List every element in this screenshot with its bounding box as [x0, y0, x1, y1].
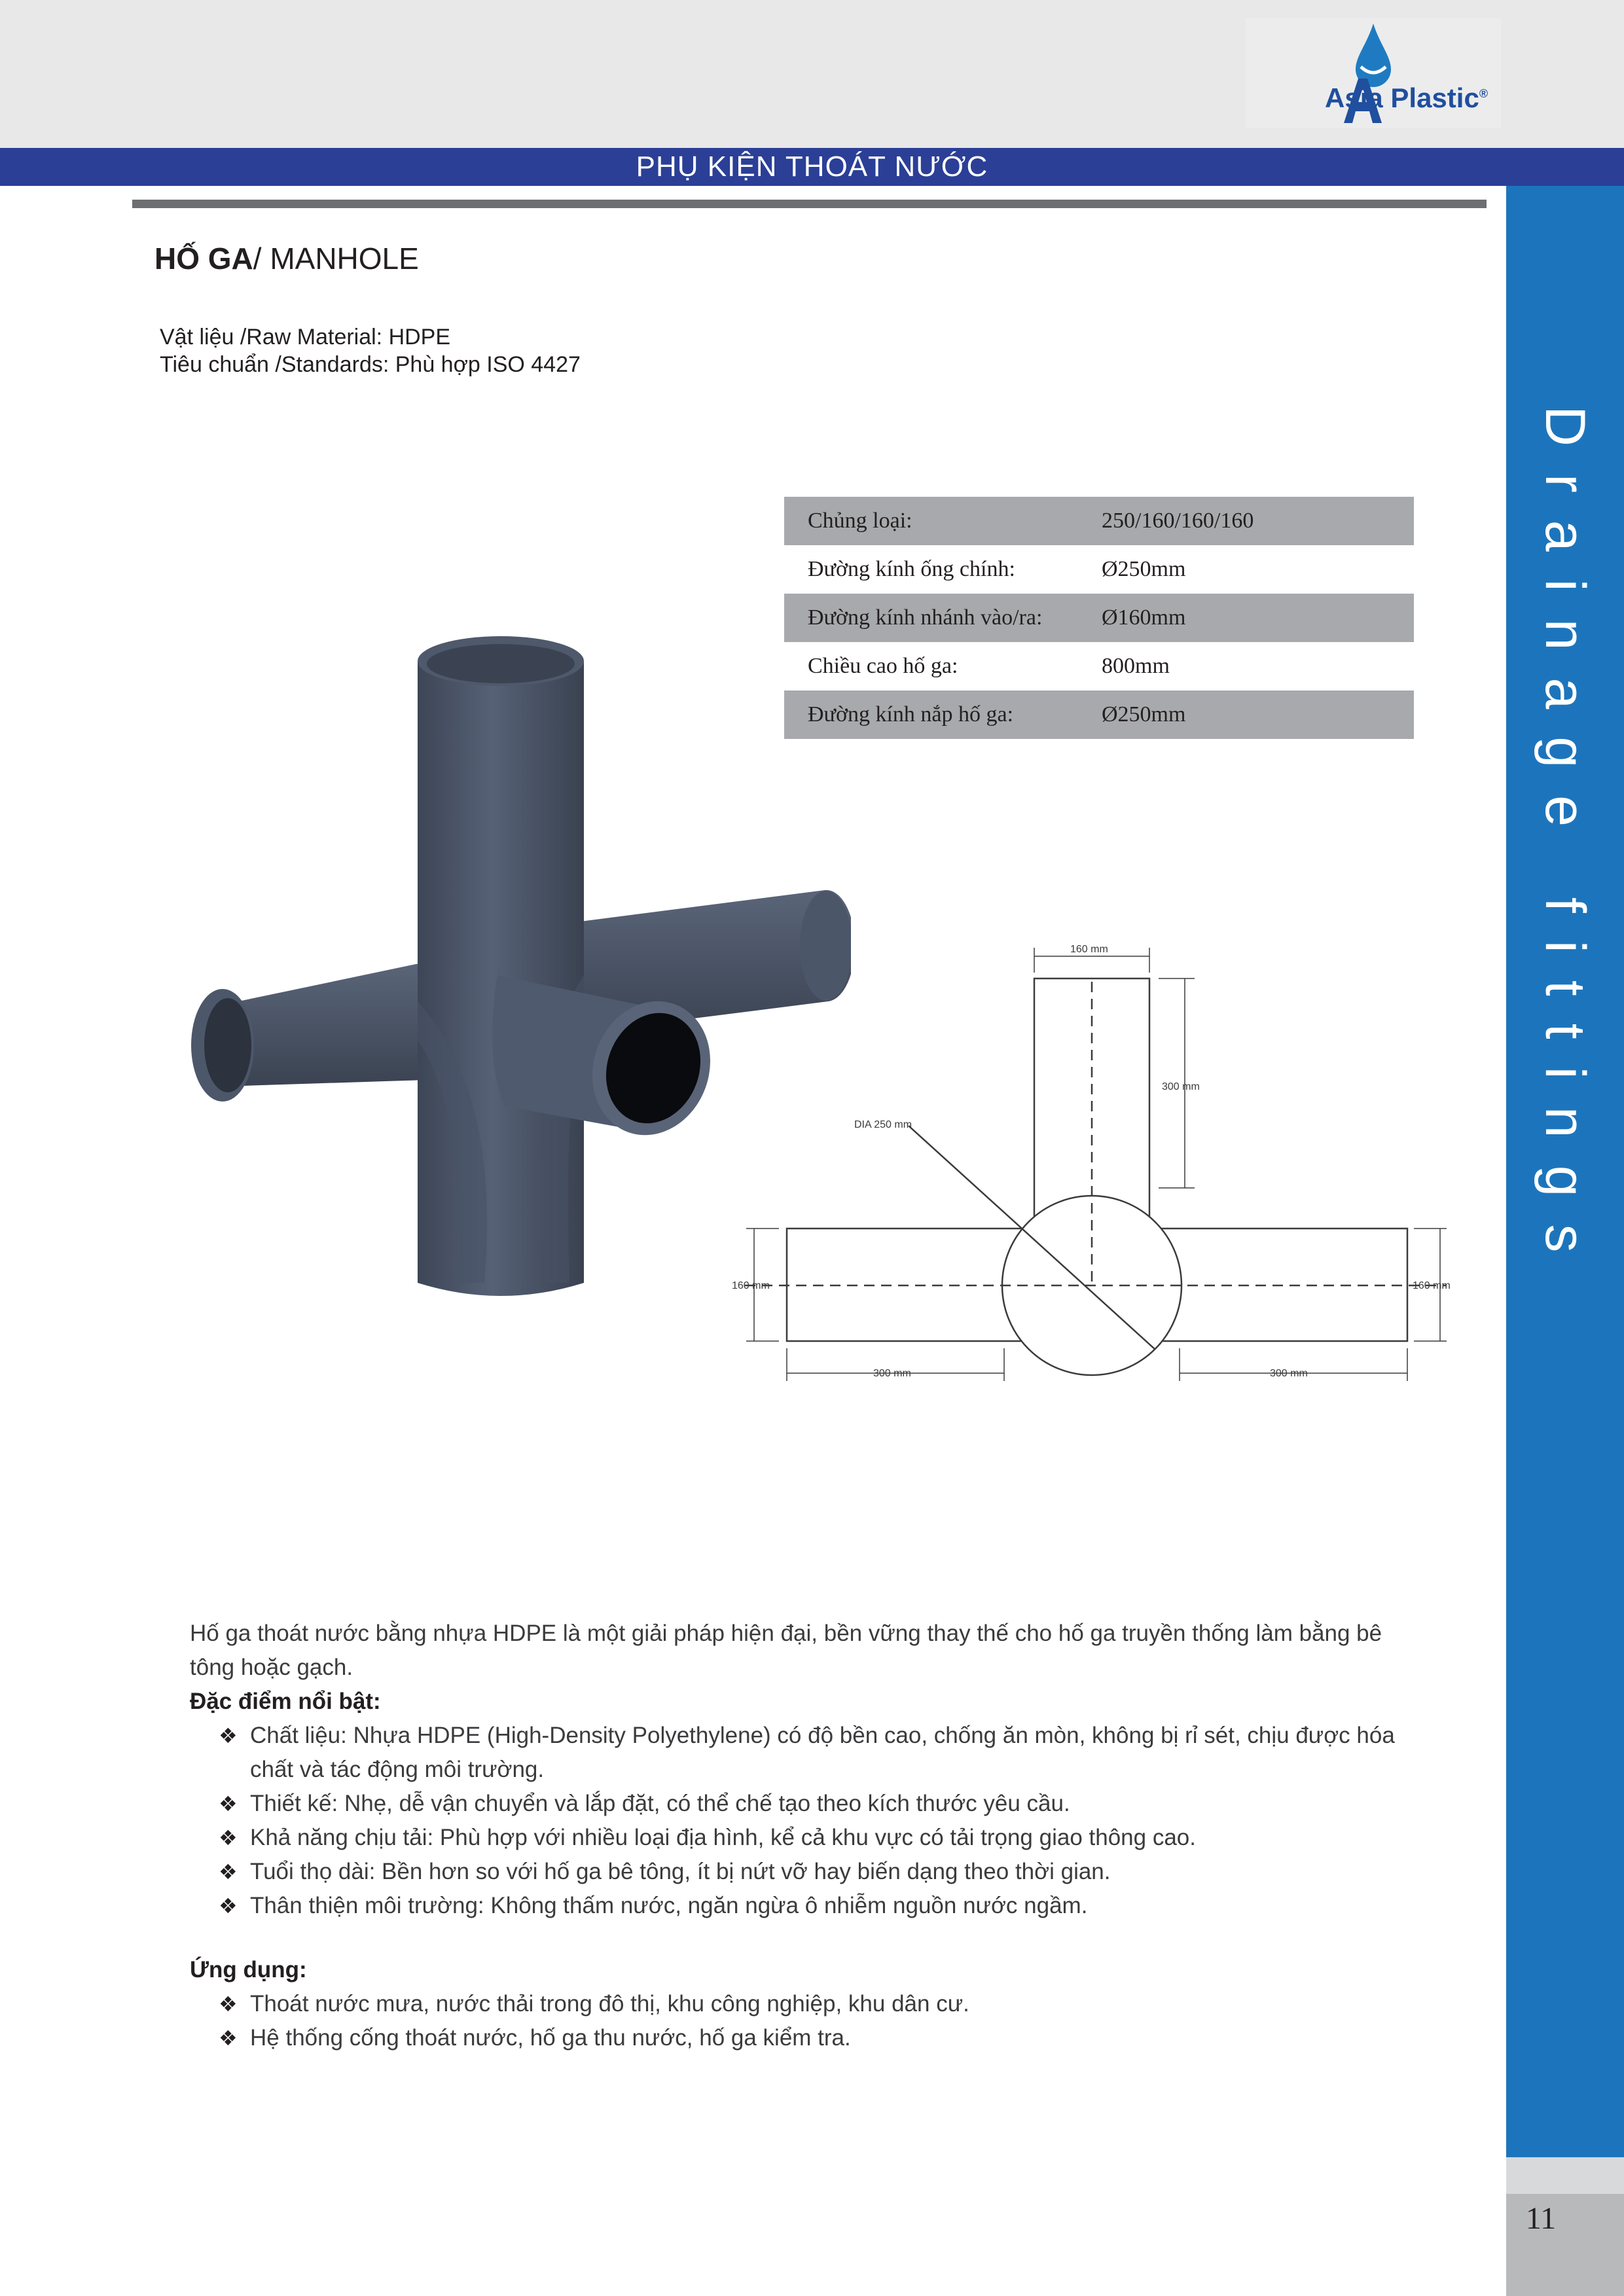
spec-row [784, 691, 1414, 739]
sidebar-vertical-text: Drainage fittings [1534, 406, 1597, 1280]
spec-value: 250/160/160/160 [1102, 509, 1254, 533]
bullet-icon: ❖ [219, 1724, 238, 1748]
intro-line: tông hoặc gạch. [190, 1655, 353, 1680]
spec-label: Đường kính nắp hố ga: [808, 702, 1014, 726]
description-block [190, 1617, 1407, 2055]
drawing-left-height-label: 160 mm [732, 1280, 770, 1291]
list-item: ❖ Tuổi thọ dài: Bền hơn so với hố ga bê tông, ít bị nứt vỡ hay biến dạng theo thời gian. [219, 1855, 1407, 1889]
drawing-right-height-label: 160 mm [1413, 1280, 1451, 1291]
list-item: ❖ Thân thiện môi trường: Không thấm nước, ngăn ngừa ô nhiễm nguồn nước ngầm. [219, 1889, 1407, 1923]
technical-drawing [727, 929, 1473, 1401]
spec-label: Chiều cao hố ga: [808, 654, 958, 678]
intro-line: Hố ga thoát nước bằng nhựa HDPE là một giải pháp hiện đại, bền vững thay thế cho hố ga truyền thống làm bằng bê [190, 1621, 1382, 1646]
product-title-rest: / MANHOLE [253, 242, 419, 276]
brand-name: Asia Plastic® [1325, 82, 1489, 113]
spec-value: Ø160mm [1102, 605, 1186, 630]
bullet-icon: ❖ [219, 2026, 238, 2050]
applications-list [219, 1987, 1407, 2055]
spec-value: Ø250mm [1102, 702, 1186, 726]
drawing-right-length-label: 300 mm [1270, 1368, 1308, 1379]
drawing-top-height-label: 300 mm [1162, 1081, 1200, 1092]
material-line: Vật liệu /Raw Material: HDPE [160, 325, 451, 350]
product-title-bold: HỐ GA [154, 242, 253, 276]
list-item: ❖ Thiết kế: Nhẹ, dễ vận chuyển và lắp đặt, có thể chế tạo theo kích thước yêu cầu. [219, 1787, 1407, 1821]
spec-table [784, 497, 1414, 739]
list-item: ❖ Khả năng chịu tải: Phù hợp với nhiều loại địa hình, kể cả khu vực có tải trọng giao thông cao. [219, 1821, 1407, 1855]
spec-row [784, 594, 1414, 642]
spec-value: Ø250mm [1102, 557, 1186, 581]
drawing-dia-label: DIA 250 mm [854, 1119, 912, 1130]
list-item: ❖ Hệ thống cống thoát nước, hố ga thu nước, hố ga kiểm tra. [219, 2021, 1407, 2055]
spec-value: 800mm [1102, 654, 1170, 678]
bullet-icon: ❖ [219, 1894, 238, 1918]
spec-label: Đường kính nhánh vào/ra: [808, 605, 1043, 630]
spec-row [784, 545, 1414, 594]
drawing-top-width-label: 160 mm [1070, 944, 1108, 955]
standard-line: Tiêu chuẩn /Standards: Phù hợp ISO 4427 [160, 352, 581, 377]
product-title [154, 241, 419, 276]
list-item: ❖ Thoát nước mưa, nước thải trong đô thị, khu công nghiệp, khu dân cư. [219, 1987, 1407, 2021]
sidebar-footer-strip [1506, 2157, 1624, 2194]
features-heading: Đặc điểm nổi bật: [190, 1689, 381, 1714]
spec-label: Đường kính ống chính: [808, 557, 1015, 581]
drawing-left-length-label: 300 mm [873, 1368, 911, 1379]
list-item: ❖ Chất liệu: Nhựa HDPE (High-Density Polyethylene) có độ bền cao, chống ăn mòn, không bị rỉ sét, chịu được hóa chất và tác động môi trường. [219, 1719, 1407, 1787]
page-number: 11 [1525, 2201, 1557, 2236]
bullet-icon: ❖ [219, 1992, 238, 2016]
spec-row [784, 497, 1414, 545]
bullet-icon: ❖ [219, 1792, 238, 1816]
bullet-icon: ❖ [219, 1826, 238, 1850]
spec-label: Chủng loại: [808, 509, 912, 533]
features-list [219, 1719, 1407, 1923]
section-title: PHỤ KIỆN THOÁT NƯỚC [636, 151, 988, 183]
title-divider [132, 200, 1487, 208]
applications-heading: Ứng dụng: [190, 1957, 307, 1982]
spec-row [784, 642, 1414, 691]
bullet-icon: ❖ [219, 1860, 238, 1884]
